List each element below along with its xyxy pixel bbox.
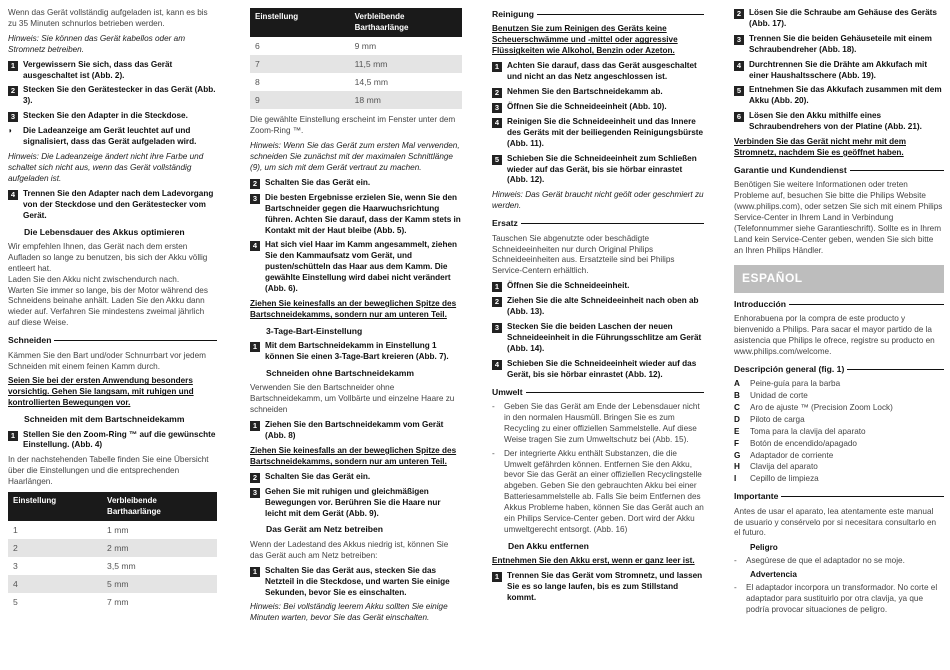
step-number: 5 bbox=[734, 86, 744, 96]
step-number: 3 bbox=[250, 488, 260, 498]
body-text: Benötigen Sie weitere Informationen oder treten Probleme auf, besuchen Sie bitte die Philips Website (www.philips.com), oder setzen Sie sich mit einem Philips Service-Center in Ihrem Land in Verbindung (Telefonnummer siehe Garantieschrift). Sollte es in Ihrem Land kein Service-Center geben, wenden Sie sich bitte an Ihren Philips Händler. bbox=[734, 180, 943, 255]
parts-item bbox=[734, 379, 944, 390]
step-number: 1 bbox=[8, 61, 18, 71]
warning-text: Benutzen Sie zum Reinigen des Geräts keine Scheuerschwämme und -mittel oder aggressive Flüssigkeiten wie Alkohol, Benzin oder Azeton. bbox=[492, 24, 678, 56]
step-number: 2 bbox=[492, 88, 502, 98]
length-cell: 5 mm bbox=[102, 575, 217, 593]
step-number: 3 bbox=[492, 103, 502, 113]
section-rule bbox=[850, 170, 944, 171]
body-text: Enhorabuena por la compra de este producto y bienvenido a Philips. Para sacar el mayor partido de la asistencia que Philips le ofrece, registre su producto en www.philips.com/welcome. bbox=[734, 314, 935, 356]
step-number: 4 bbox=[492, 118, 502, 128]
parts-letter: E bbox=[734, 426, 740, 436]
step-text: Ziehen Sie die alte Schneideeinheit nach oben ab (Abb. 13). bbox=[507, 296, 699, 317]
step-item bbox=[492, 359, 704, 381]
section-heading bbox=[734, 165, 944, 176]
step-number: 3 bbox=[734, 35, 744, 45]
step-item bbox=[492, 281, 704, 292]
bullet-dash: - bbox=[492, 448, 495, 458]
table-header-setting: Einstellung bbox=[250, 8, 350, 37]
intro-text: Wenn das Gerät vollständig aufgeladen ist, kann es bis zu 35 Minuten schnurlos betrieben werden. bbox=[8, 8, 208, 28]
setting-cell: 6 bbox=[255, 40, 260, 51]
bullet-item bbox=[734, 583, 944, 616]
subheading: Peligro bbox=[750, 543, 778, 553]
step-number: 1 bbox=[492, 62, 502, 72]
hint-text: Hinweis: Wenn Sie das Gerät zum ersten Mal verwenden, schneiden Sie zunächst mit der maximalen Schnittlänge (9), um sich mit dem Gerät vertraut zu machen. bbox=[250, 141, 460, 172]
body-text: Antes de usar el aparato, lea atentamente este manual de usuario y consérvelo por si necesitara consultarlo en el futuro. bbox=[734, 506, 937, 538]
setting-cell: 3 bbox=[13, 560, 18, 571]
table-row bbox=[250, 55, 462, 73]
step-item bbox=[492, 87, 704, 98]
step-text: Mit dem Bartschneidekamm in Einstellung 1 können Sie einen 3-Tage-Bart kreieren (Abb. 7). bbox=[265, 341, 449, 362]
section-heading bbox=[492, 387, 704, 398]
section-heading bbox=[492, 218, 704, 229]
step-text: Stecken Sie den Gerätestecker in das Gerät (Abb. 3). bbox=[23, 85, 216, 106]
table-header-setting: Einstellung bbox=[8, 492, 102, 521]
step-text: Schieben Sie die Schneideeinheit wieder auf das Gerät, bis sie hörbar einrastet (Abb. 12). bbox=[507, 358, 697, 379]
step-number: 4 bbox=[734, 61, 744, 71]
parts-letter: F bbox=[734, 438, 740, 448]
section-rule bbox=[537, 14, 704, 15]
length-cell: 3,5 mm bbox=[107, 560, 136, 571]
step-text: Entnehmen Sie das Akkufach zusammen mit dem Akku (Abb. 20). bbox=[749, 85, 942, 106]
subheading: Den Akku entfernen bbox=[508, 540, 589, 551]
step-text: Schalten Sie das Gerät aus, stecken Sie das Netzteil in die Steckdose, und warten Sie einige Sekunden, bevor Sie es einschalten. bbox=[265, 565, 450, 597]
parts-label: Botón de encendido/apagado bbox=[750, 438, 857, 448]
parts-item bbox=[734, 462, 944, 473]
subheading: Die Lebensdauer des Akkus optimieren bbox=[24, 226, 185, 237]
bullet-text: El adaptador incorpora un transformador. No corte el adaptador para sustituirlo por otra clavija, ya que podría provocar situaciones de peligro. bbox=[746, 583, 938, 614]
parts-letter: C bbox=[734, 402, 740, 412]
hint-text: Hinweis: Sie können das Gerät kabellos oder am Stromnetz betreiben. bbox=[8, 33, 186, 54]
step-item bbox=[734, 34, 944, 56]
table-header-length: Verbleibende Barthaarlänge bbox=[350, 8, 462, 37]
section-title: Schneiden bbox=[8, 335, 52, 346]
step-text: Schalten Sie das Gerät ein. bbox=[265, 177, 371, 187]
step-item bbox=[8, 111, 217, 122]
parts-label: Adaptador de corriente bbox=[750, 450, 834, 460]
section-heading bbox=[734, 491, 944, 502]
body-text: Verwenden Sie den Bartschneider ohne Bartschneidekamm, um Vollbärte und einzelne Haare zu schneiden bbox=[250, 383, 455, 415]
step-item bbox=[492, 296, 704, 318]
section-title: Garantie und Kundendienst bbox=[734, 164, 847, 175]
step-text: Nehmen Sie den Bartschneidekamm ab. bbox=[507, 86, 663, 96]
length-cell: 9 mm bbox=[354, 40, 377, 51]
step-text: Schieben Sie die Schneideeinheit zum Schließen wieder auf das Gerät, bis sie hörbar einrastet (Abb. 12). bbox=[507, 153, 697, 185]
step-text: Stellen Sie den Zoom-Ring ™ auf die gewünschte Einstellung. (Abb. 4) bbox=[23, 429, 216, 450]
parts-item bbox=[734, 474, 944, 485]
parts-item bbox=[734, 427, 944, 438]
table-row bbox=[250, 37, 462, 55]
result-item bbox=[8, 126, 217, 148]
step-number: 3 bbox=[8, 112, 18, 122]
setting-cell: 1 bbox=[13, 524, 18, 535]
warning-text: Ziehen Sie keinesfalls an der beweglichen Spitze des Bartschneidekamms, sondern nur am unteren Teil. bbox=[250, 445, 457, 466]
step-item bbox=[734, 8, 944, 30]
step-item bbox=[492, 571, 704, 604]
setting-cell: 2 bbox=[8, 539, 102, 557]
setting-cell: 8 bbox=[255, 76, 260, 87]
section-title: Ersatz bbox=[492, 218, 518, 229]
parts-label: Unidad de corte bbox=[750, 390, 808, 400]
column-4 bbox=[734, 8, 944, 619]
step-number: 2 bbox=[250, 473, 260, 483]
step-item bbox=[734, 85, 944, 107]
bullet-dash: - bbox=[492, 402, 495, 412]
table-row bbox=[250, 91, 462, 109]
step-item bbox=[8, 189, 217, 222]
step-list bbox=[250, 472, 462, 520]
step-text: Stecken Sie den Adapter in die Steckdose. bbox=[23, 111, 188, 121]
length-cell: 2 mm bbox=[102, 539, 217, 557]
subheading: Advertencia bbox=[750, 570, 797, 580]
section-rule bbox=[54, 340, 217, 341]
parts-letter: H bbox=[734, 462, 740, 472]
length-cell: 11,5 mm bbox=[350, 55, 462, 73]
body-text: Wir empfehlen Ihnen, das Gerät nach dem ersten Aufladen so lange zu benutzen, bis sich der Akku völlig entleert hat. Laden Sie den Akku nicht zwischendurch nach. Warten Sie immer so lange, bis der Motor während des Schneidens beinahe anhält. Laden Sie den Akku dann wieder auf. Verfahren Sie mindestens zweimal jährlich auf diese Weise. bbox=[8, 241, 208, 328]
section-heading bbox=[8, 335, 217, 346]
length-cell: 7 mm bbox=[107, 596, 129, 607]
step-number: 2 bbox=[492, 297, 502, 307]
parts-label: Piloto de carga bbox=[750, 414, 805, 424]
step-number: 5 bbox=[492, 155, 502, 165]
step-text: Durchtrennen Sie die Drähte am Akkufach mit einer Haushaltsschere (Abb. 19). bbox=[749, 59, 928, 80]
table-row bbox=[8, 539, 217, 557]
step-text: Stecken Sie die beiden Laschen der neuen Schneideeinheit in die Führungsschlitze am Gerät (Abb. 14). bbox=[507, 322, 702, 353]
section-rule bbox=[521, 223, 704, 224]
step-text: Lösen Sie den Akku mithilfe eines Schraubendrehers von der Platine (Abb. 21). bbox=[749, 111, 922, 132]
bullet-list bbox=[492, 402, 704, 536]
parts-list bbox=[734, 379, 944, 485]
step-number: 3 bbox=[492, 323, 502, 333]
bullet-dash: - bbox=[734, 583, 737, 593]
body-text: Wenn der Ladestand des Akkus niedrig ist, können Sie das Gerät auch am Netz betreiben: bbox=[250, 539, 449, 560]
step-text: Reinigen Sie die Schneideeinheit und das Innere des Geräts mit der beiliegenden Reinigungsbürste (Abb. 11). bbox=[507, 116, 704, 148]
step-item bbox=[492, 154, 704, 187]
parts-label: Aro de ajuste ™ (Precision Zoom Lock) bbox=[750, 402, 893, 412]
step-text: Schalten Sie das Gerät ein. bbox=[265, 471, 371, 481]
table-body bbox=[250, 37, 462, 109]
step-item bbox=[8, 85, 217, 107]
setting-cell: 7 bbox=[250, 55, 350, 73]
table-row bbox=[8, 575, 217, 593]
step-item bbox=[250, 566, 462, 599]
bullet-item bbox=[492, 449, 704, 536]
length-cell: 18 mm bbox=[350, 91, 462, 109]
section-title: Introducción bbox=[734, 298, 787, 309]
step-item bbox=[492, 61, 704, 83]
step-text: Vergewissern Sie sich, dass das Gerät ausgeschaltet ist (Abb. 2). bbox=[23, 59, 173, 80]
setting-cell: 9 bbox=[250, 91, 350, 109]
step-item bbox=[250, 487, 462, 520]
parts-label: Cepillo de limpieza bbox=[750, 474, 819, 484]
step-item bbox=[492, 322, 704, 355]
subheading: Schneiden mit dem Bartschneidekamm bbox=[24, 414, 185, 425]
step-list bbox=[734, 8, 944, 133]
parts-label: Peine-guía para la barba bbox=[750, 379, 841, 389]
table-row bbox=[8, 557, 217, 575]
step-text: Trennen Sie das Gerät vom Stromnetz, und lassen Sie es so lange laufen, bis es zum Stillstand kommt. bbox=[507, 571, 703, 603]
bullet-text: Geben Sie das Gerät am Ende der Lebensdauer nicht in den normalen Hausmüll. Bringen Sie es zum Recycling zu einer offiziellen Sammelstelle. Auf diese Weise tragen Sie zum Umweltschutz bei (Abb. 15). bbox=[504, 402, 700, 444]
table-row bbox=[250, 73, 462, 91]
step-item bbox=[8, 430, 217, 452]
step-text: Öffnen Sie die Schneideeinheit. bbox=[507, 281, 630, 291]
step-text: Trennen Sie den Adapter nach dem Ladevorgang von der Steckdose und den Gerätestecker vom Gerät. bbox=[23, 188, 214, 220]
warning-text: Verbinden Sie das Gerät nicht mehr mit dem Stromnetz, nachdem Sie es geöffnet haben. bbox=[734, 137, 906, 157]
table-body bbox=[8, 521, 217, 611]
bullet-text: Asegúrese de que el adaptador no se moje. bbox=[746, 556, 905, 566]
section-heading bbox=[734, 299, 944, 310]
body-text: Die gewählte Einstellung erscheint im Fenster unter dem Zoom-Ring ™. bbox=[250, 115, 456, 136]
parts-letter: G bbox=[734, 450, 741, 460]
step-number: 1 bbox=[250, 342, 260, 352]
parts-item bbox=[734, 391, 944, 402]
step-item bbox=[250, 193, 462, 237]
result-text: Die Ladeanzeige am Gerät leuchtet auf und signalisiert, dass das Gerät aufgeladen wird. bbox=[23, 126, 197, 147]
column-3 bbox=[492, 8, 704, 608]
subheading: 3-Tage-Bart-Einstellung bbox=[266, 325, 363, 336]
step-item bbox=[250, 240, 462, 295]
parts-item bbox=[734, 415, 944, 426]
step-number: 1 bbox=[492, 282, 502, 292]
column-1 bbox=[8, 8, 217, 617]
step-number: 4 bbox=[8, 190, 18, 200]
step-text: Die besten Ergebnisse erzielen Sie, wenn Sie den Bartschneider gegen die Haarwuchsrichtung führen. Achten Sie darauf, dass der Kamm stets in Kontakt mit der Haut bleibe (Abb. 5). bbox=[265, 192, 461, 235]
step-text: Trennen Sie die beiden Gehäuseteile mit einem Schraubendreher (Abb. 18). bbox=[749, 33, 932, 54]
arrow-icon: ◗ bbox=[8, 126, 13, 136]
step-number: 1 bbox=[8, 431, 18, 441]
section-title: Importante bbox=[734, 491, 779, 502]
body-text: In der nachstehenden Tabelle finden Sie eine Übersicht über die Einstellungen und die entsprechenden Haarlängen. bbox=[8, 455, 209, 487]
section-title: Descripción general (fig. 1) bbox=[734, 363, 845, 374]
parts-item bbox=[734, 403, 944, 414]
step-list bbox=[492, 61, 704, 186]
step-number: 4 bbox=[250, 241, 260, 251]
parts-item bbox=[734, 439, 944, 450]
step-item bbox=[250, 178, 462, 189]
section-rule bbox=[526, 392, 704, 393]
parts-letter: B bbox=[734, 390, 740, 400]
table-row bbox=[8, 521, 217, 539]
subheading: Schneiden ohne Bartschneidekamm bbox=[266, 367, 415, 378]
setting-cell: 5 bbox=[13, 596, 18, 607]
parts-letter: A bbox=[734, 379, 740, 389]
parts-letter: I bbox=[734, 474, 737, 484]
body-text: Kämmen Sie den Bart und/oder Schnurrbart vor jedem Schneiden mit einem feinen Kamm durch. bbox=[8, 350, 206, 371]
step-list bbox=[8, 60, 217, 123]
parts-label: Clavija del aparato bbox=[750, 462, 818, 472]
step-number: 1 bbox=[492, 572, 502, 582]
table-header-length: Verbleibende Barthaarlänge bbox=[102, 492, 217, 521]
step-text: Gehen Sie mit ruhigen und gleichmäßigen Bewegungen vor. Berühren Sie die Haare nur leicht mit dem Gerät (Abb. 9). bbox=[265, 486, 441, 518]
parts-label: Toma para la clavija del aparato bbox=[750, 426, 866, 436]
hint-text: Hinweis: Das Gerät braucht nicht geölt oder geschmiert zu werden. bbox=[492, 190, 704, 211]
settings-table bbox=[8, 492, 217, 611]
step-number: 2 bbox=[734, 9, 744, 19]
step-item bbox=[734, 60, 944, 82]
section-title: Reinigung bbox=[492, 9, 535, 19]
section-heading bbox=[492, 9, 704, 20]
section-rule bbox=[789, 304, 944, 305]
bullet-dash: - bbox=[734, 556, 737, 566]
language-banner: ESPAÑOL bbox=[734, 265, 944, 293]
bullet-item bbox=[734, 556, 944, 567]
step-number: 1 bbox=[250, 567, 260, 577]
length-cell: 1 mm bbox=[107, 524, 129, 535]
step-item bbox=[8, 60, 217, 82]
parts-item bbox=[734, 451, 944, 462]
step-item bbox=[250, 420, 462, 442]
warning-text: Seien Sie bei der ersten Anwendung besonders vorsichtig. Gehen Sie langsam, mit ruhigen und kontrollierten Bewegungen vor. bbox=[8, 376, 194, 408]
step-list bbox=[250, 178, 462, 295]
step-item bbox=[492, 102, 704, 113]
step-number: 3 bbox=[250, 194, 260, 204]
bullet-text: Der integrierte Akku enthält Substanzen, die die Umwelt gefährden können. Entfernen Sie den Akku, bevor Sie das Gerät an einer offiziellen Recyclingstelle abgeben. Geben Sie den gebrauchten Akku bei einer Batteriesammelstelle ab. Falls Sie beim Entfernen des Akkus Probleme haben, können Sie das Gerät auch an ein Philips Service-Center geben. Dort wird der Akku umweltgerecht entsorgt. (Abb. 16) bbox=[504, 448, 704, 534]
setting-cell: 4 bbox=[8, 575, 102, 593]
step-number: 2 bbox=[250, 179, 260, 189]
section-title: Umwelt bbox=[492, 386, 523, 397]
body-text: Tauschen Sie abgenutzte oder beschädigte Schneideeinheiten nur durch Original Philips Schneideeinheiten aus. Ersatzteile sind bei Philips Service-Centern erhältlich. bbox=[492, 233, 675, 276]
step-text: Ziehen Sie den Bartschneidekamm vom Gerät (Abb. 8) bbox=[265, 420, 444, 441]
step-item bbox=[250, 472, 462, 483]
settings-table bbox=[250, 8, 462, 109]
hint-text: Hinweis: Bei vollständig leerem Akku sollten Sie einige Minuten warten, bevor Sie das Gerät einschalten. bbox=[250, 602, 448, 623]
step-item bbox=[250, 341, 462, 363]
step-item bbox=[492, 117, 704, 150]
table-row bbox=[8, 593, 217, 611]
section-heading bbox=[734, 364, 944, 375]
column-2 bbox=[250, 8, 462, 628]
step-number: 1 bbox=[250, 421, 260, 431]
step-item bbox=[734, 111, 944, 133]
step-text: Öffnen Sie die Schneideeinheit (Abb. 10). bbox=[507, 101, 667, 111]
step-text: Lösen Sie die Schraube am Gehäuse des Geräts (Abb. 17). bbox=[749, 8, 937, 28]
parts-letter: D bbox=[734, 414, 740, 424]
section-rule bbox=[781, 496, 944, 497]
step-text: Hat sich viel Haar im Kamm angesammelt, ziehen Sie den Kammaufsatz vom Gerät, und pusten/schütteln das Haar aus dem Kamm. Die gewählte Einstellung wird dabei nicht verändert (Abb. 6). bbox=[265, 240, 458, 294]
warning-text: Entnehmen Sie den Akku erst, wenn er ganz leer ist. bbox=[492, 556, 695, 566]
warning-text: Ziehen Sie keinesfalls an der beweglichen Spitze des Bartschneidekamms, sondern nur am unteren Teil. bbox=[250, 298, 457, 319]
step-number: 2 bbox=[8, 86, 18, 96]
step-number: 6 bbox=[734, 112, 744, 122]
step-list bbox=[492, 281, 704, 380]
length-cell: 14,5 mm bbox=[354, 76, 389, 87]
step-text: Achten Sie darauf, dass das Gerät ausgeschaltet und nicht an das Netz angeschlossen ist. bbox=[507, 61, 697, 82]
bullet-item bbox=[492, 402, 704, 446]
subheading: Das Gerät am Netz betreiben bbox=[266, 524, 384, 535]
section-rule bbox=[847, 369, 944, 370]
step-number: 4 bbox=[492, 360, 502, 370]
hint-text: Hinweis: Die Ladeanzeige ändert nicht ihre Farbe und schaltet sich nicht aus, wenn das Gerät vollständig aufgeladen ist. bbox=[8, 152, 204, 183]
